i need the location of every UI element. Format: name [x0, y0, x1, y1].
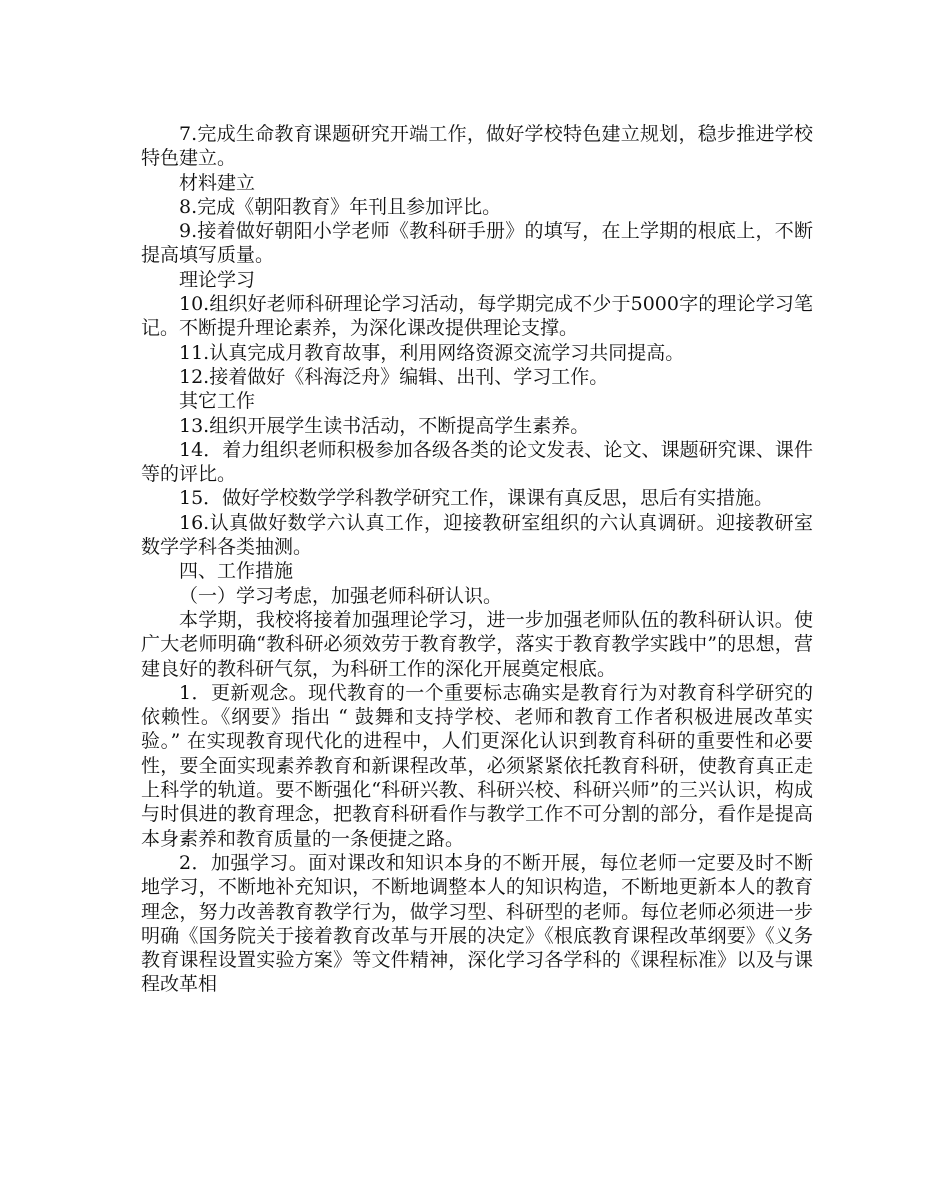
paragraph-item-10: 10.组织好老师科研理论学习活动，每学期完成不少于5000字的理论学习笔记。不断提升理论素养，为深化课改提供理论支撑。: [141, 293, 813, 340]
paragraph-item-11: 11.认真完成月教育故事，利用网络资源交流学习共同提高。: [179, 341, 685, 364]
paragraph-item-7: 7.完成生命教育课题研究开端工作，做好学校特色建立规划，稳步推进学校特色建立。: [141, 123, 813, 170]
paragraph-update-concepts: 1．更新观念。现代教育的一个重要标志确实是教育行为对教育科学研究的依赖性。《纲要》指出 “ 鼓舞和支持学校、老师和教育工作者积极进展改革实验。” 在实现教育现代化的进程中，人们更深化认识到教育科研的重要性和必要性，要全面实现素养教育和新课程改革，必须紧紧依托教育科研，使教育真正走上科学的轨道。要不断强化“科研兴教、科研兴校、科研兴师”的三兴认识，构成与时俱进的教育理念，把教育科研看作与教学工作不可分割的部分，看作是提高本身素养和教育质量的一条便捷之路。: [141, 681, 813, 850]
section-heading-other: 其它工作: [179, 390, 256, 413]
paragraph-item-8: 8.完成《朝阳教育》年刊且参加评比。: [179, 195, 502, 218]
paragraph-item-13: 13.组织开展学生读书活动，不断提高学生素养。: [179, 414, 590, 437]
paragraph-strengthen-study: 2．加强学习。面对课改和知识本身的不断开展，每位老师一定要及时不断地学习，不断地补充知识，不断地调整本人的知识构造，不断地更新本人的教育理念，努力改善教育教学行为，做学习型、科研型的老师。每位老师必须进一步明确《国务院关于接着教育改革与开展的决定》《根底教育课程改革纲要》《义务教育课程设置实验方案》等文件精神，深化学习各学科的《课程标准》以及与课程改革相: [141, 851, 813, 996]
paragraph-item-15: 15．做好学校数学学科教学研究工作，课课有真反思，思后有实措施。: [179, 487, 774, 510]
subsection-heading-study: （一）学习考虑，加强老师科研认识。: [179, 584, 503, 607]
paragraph-intro: 本学期，我校将接着加强理论学习，进一步加强老师队伍的教科研认识。使广大老师明确“教科研必须效劳于教育教学，落实于教育教学实践中”的思想，营建良好的教科研气氛，为科研工作的深化开展奠定根底。: [141, 608, 813, 680]
paragraph-item-14: 14．着力组织老师积极参加各级各类的论文发表、论文、课题研究课、课件等的评比。: [141, 438, 813, 486]
section-heading-materials: 材料建立: [179, 171, 256, 194]
section-heading-theory: 理论学习: [179, 268, 256, 291]
paragraph-item-16: 16.认真做好数学六认真工作，迎接教研室组织的六认真调研。迎接教研室数学学科各类抽测。: [141, 511, 813, 559]
document-page: [141, 122, 813, 997]
paragraph-item-12: 12.接着做好《科海泛舟》编辑、出刊、学习工作。: [179, 365, 609, 388]
paragraph-item-9: 9.接着做好朝阳小学老师《教科研手册》的填写，在上学期的根底上，不断提高填写质量。: [141, 220, 813, 267]
section-heading-measures: 四、工作措施: [179, 560, 294, 583]
